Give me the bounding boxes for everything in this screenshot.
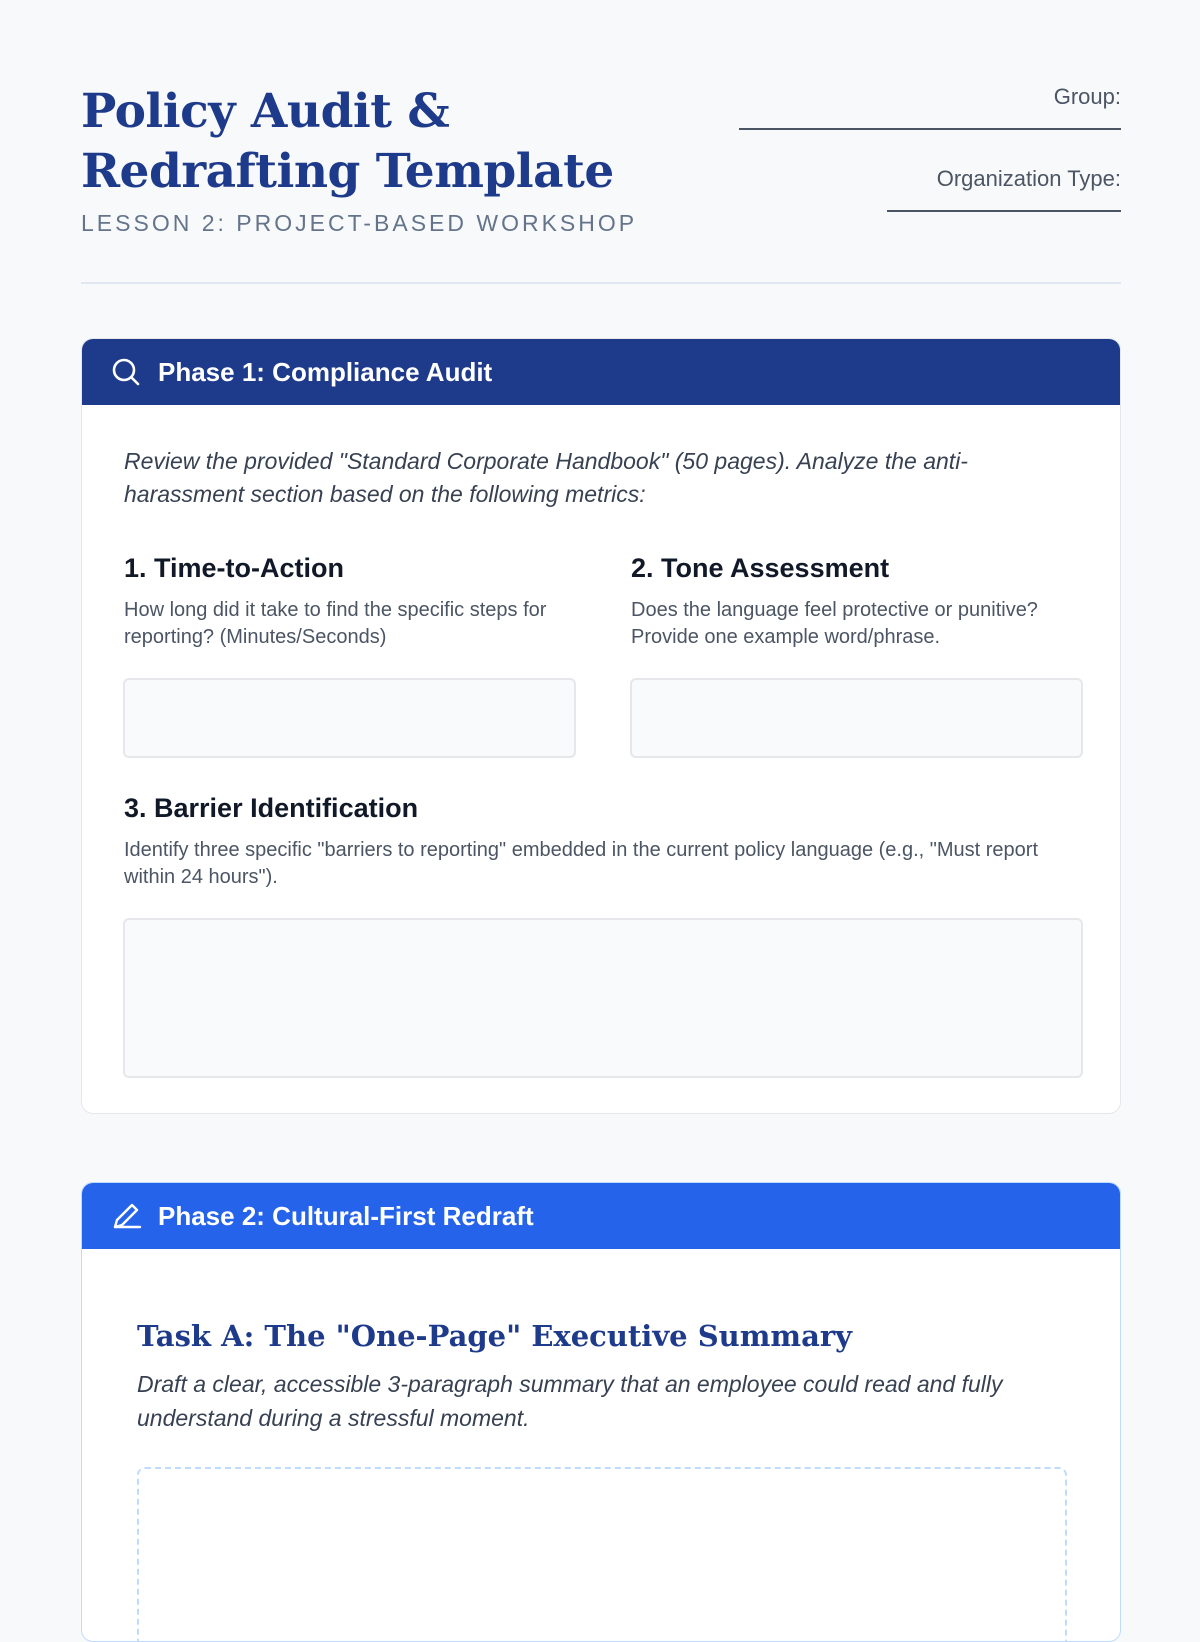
tone-assessment-answer-field[interactable] bbox=[630, 678, 1083, 758]
question-tone-assessment bbox=[631, 551, 1081, 651]
worksheet-page bbox=[81, 0, 1121, 1431]
question-title: 1. Time-to-Action bbox=[124, 553, 345, 583]
phase-2-title: Phase 2: Cultural-First Redraft bbox=[158, 1200, 534, 1231]
worksheet-meta bbox=[739, 82, 1121, 212]
phase-1-intro: Review the provided "Standard Corporate Handbook" (50 pages). Analyze the anti-harassment section based on the following metrics: bbox=[124, 448, 968, 507]
page-subtitle: LESSON 2: PROJECT-BASED WORKSHOP bbox=[81, 210, 638, 236]
question-prompt: Identify three specific "barriers to reporting" embedded in the current policy language (e.g., "Must report within 24 hours"). bbox=[124, 839, 1038, 888]
question-title: 3. Barrier Identification bbox=[124, 793, 419, 823]
question-barrier-identification bbox=[124, 791, 1074, 891]
task-a-title: Task A: The "One-Page" Executive Summary bbox=[137, 1319, 853, 1353]
question-time-to-action bbox=[124, 551, 579, 651]
group-field[interactable] bbox=[739, 112, 1121, 130]
page-title: Policy Audit & Redrafting Template bbox=[81, 84, 614, 199]
task-a-description: Draft a clear, accessible 3-paragraph summary that an employee could read and fully understand during a stressful moment. bbox=[137, 1371, 1003, 1431]
organization-type-label: Organization Type: bbox=[936, 166, 1121, 191]
phase-2-section bbox=[81, 1182, 1121, 1642]
question-prompt: Does the language feel protective or punitive? Provide one example word/phrase. bbox=[631, 599, 1038, 648]
group-label: Group: bbox=[1053, 84, 1121, 109]
phase-1-header bbox=[82, 339, 1120, 405]
search-icon bbox=[110, 356, 142, 388]
worksheet-header bbox=[81, 0, 1121, 284]
phase-1-title: Phase 1: Compliance Audit bbox=[158, 356, 493, 387]
question-prompt: How long did it take to find the specific steps for reporting? (Minutes/Seconds) bbox=[124, 599, 547, 648]
time-to-action-answer-field[interactable] bbox=[123, 678, 576, 758]
phase-2-header bbox=[82, 1183, 1120, 1249]
phase-1-section bbox=[81, 338, 1121, 1114]
pencil-icon bbox=[110, 1200, 142, 1232]
organization-type-field[interactable] bbox=[887, 194, 1121, 212]
question-title: 2. Tone Assessment bbox=[631, 553, 890, 583]
executive-summary-draft-field[interactable] bbox=[137, 1467, 1067, 1642]
barrier-identification-answer-field[interactable] bbox=[123, 918, 1083, 1078]
